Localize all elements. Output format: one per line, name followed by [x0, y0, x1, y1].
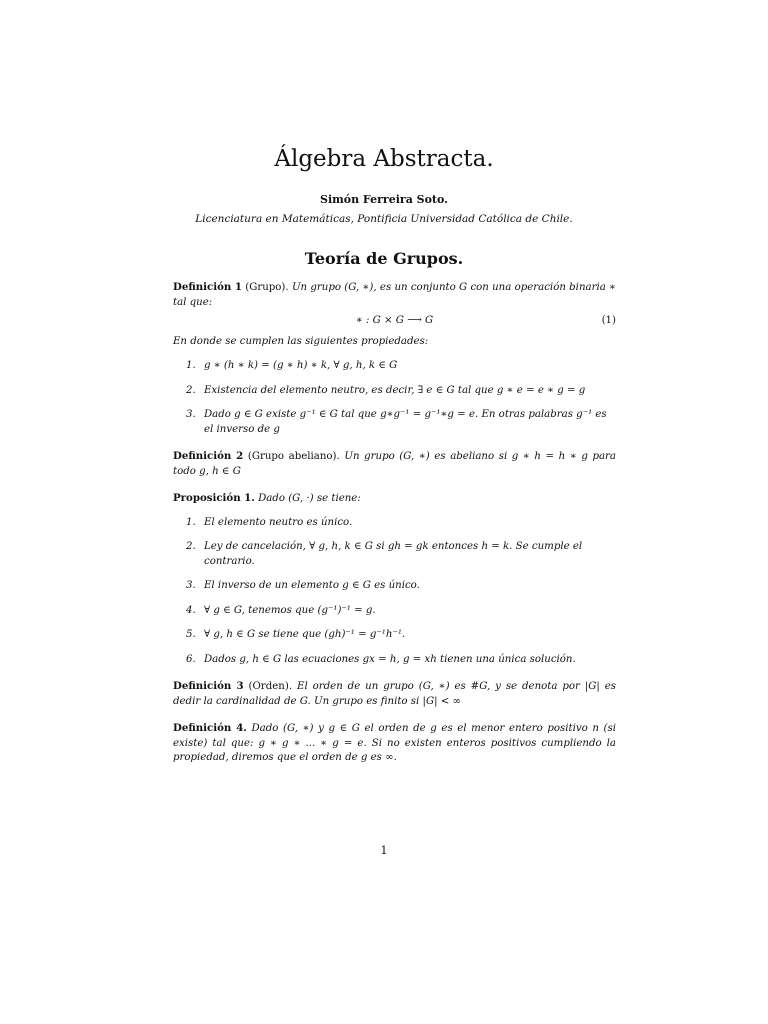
- proposition-text: Dado (G, ·) se tiene:: [258, 493, 361, 504]
- definition-name: (Orden).: [248, 681, 293, 692]
- list-item-number: 1.: [186, 516, 196, 528]
- list-item: [186, 628, 616, 643]
- list-item-text: ∀ g, h ∈ G se tiene que (gh)⁻¹ = g⁻¹h⁻¹.: [204, 629, 406, 640]
- list-item-text: g ∗ (h ∗ k) = (g ∗ h) ∗ k, ∀ g, h, k ∈ G: [204, 360, 398, 371]
- definition-label: Definición 4.: [173, 722, 247, 734]
- definition-text: Dado (G, ∗) y g ∈ G el orden de g es el menor entero positivo n (si existe) tal que: g ∗ g ∗ ... ∗ g = e. Si no existen enteros positivos cumpliendo la propiedad, diremos que el orden de g es ∞.: [173, 723, 616, 763]
- list-item-number: 4.: [186, 604, 196, 616]
- list-item-number: 2.: [186, 541, 196, 552]
- list-item-text: Dados g, h ∈ G las ecuaciones gx = h, g = xh tienen una única solución.: [204, 653, 576, 665]
- page-number: 1: [380, 844, 388, 857]
- list-item: [186, 604, 616, 619]
- list-item-number: 3.: [186, 580, 196, 591]
- list-item-number: 5.: [186, 629, 196, 640]
- list-item-text: Ley de cancelación, ∀ g, h, k ∈ G si gh = gk entonces h = k. Se cumple el contrario.: [204, 541, 583, 567]
- definition-4: [173, 721, 616, 766]
- list-item: [186, 359, 616, 374]
- definition-3: [173, 679, 616, 709]
- author-name: Simón Ferreira Soto.: [320, 193, 448, 206]
- list-item: [186, 384, 616, 399]
- section-title: Teoría de Grupos.: [304, 249, 464, 268]
- equation-number: (1): [601, 315, 616, 326]
- group-properties-list: [173, 359, 616, 437]
- definition-text: El orden de un grupo (G, ∗) es #G, y se denota por |G| es dedir la cardinalidad de G. Un grupo es finito si |G| < ∞: [173, 681, 616, 707]
- definition-1: [173, 280, 616, 310]
- proposition-label: Proposición 1.: [173, 492, 255, 504]
- list-item-text: Dado g ∈ G existe g⁻¹ ∈ G tal que g∗g⁻¹ = g⁻¹∗g = e. En otras palabras g⁻¹ es el inverso de g: [204, 409, 607, 435]
- list-item: [186, 653, 616, 668]
- list-item-number: 1.: [186, 360, 196, 371]
- proposition-1: [173, 491, 616, 507]
- definition-text: Un grupo (G, ∗) es abeliano si g ∗ h = h ∗ g para todo g, h ∈ G: [173, 451, 616, 477]
- definition-label: Definición 3: [173, 680, 244, 692]
- list-item: [186, 540, 616, 569]
- definition-name: (Grupo abeliano).: [247, 451, 340, 462]
- definition-label: Definición 1: [173, 281, 242, 293]
- document-body: [173, 280, 616, 778]
- definition-name: (Grupo).: [245, 282, 289, 293]
- definition-text: Un grupo (G, ∗), es un conjunto G con una operación binaria ∗ tal que:: [173, 282, 616, 308]
- document-title: Álgebra Abstracta.: [274, 146, 494, 172]
- definition-2: [173, 449, 616, 479]
- list-item-text: El elemento neutro es único.: [204, 516, 353, 528]
- equation-expression: ∗ : G × G ⟶ G: [355, 315, 434, 326]
- list-item-text: ∀ g ∈ G, tenemos que (g⁻¹)⁻¹ = g.: [204, 604, 376, 616]
- list-item-number: 3.: [186, 409, 196, 420]
- properties-intro: En donde se cumplen las siguientes propiedades:: [173, 335, 429, 347]
- list-item: [186, 516, 616, 531]
- list-item: [186, 579, 616, 594]
- definition-label: Definición 2: [173, 450, 244, 462]
- list-item-number: 2.: [186, 384, 196, 396]
- author-affiliation: Licenciatura en Matemáticas, Pontificia Universidad Católica de Chile.: [195, 213, 573, 225]
- proposition-list: [173, 516, 616, 668]
- list-item: [186, 408, 616, 437]
- list-item-number: 6.: [186, 653, 196, 665]
- list-item-text: El inverso de un elemento g ∈ G es único.: [204, 580, 420, 591]
- list-item-text: Existencia del elemento neutro, es decir, ∃ e ∈ G tal que g ∗ e = e ∗ g = g: [204, 384, 586, 396]
- equation-1: [173, 314, 616, 329]
